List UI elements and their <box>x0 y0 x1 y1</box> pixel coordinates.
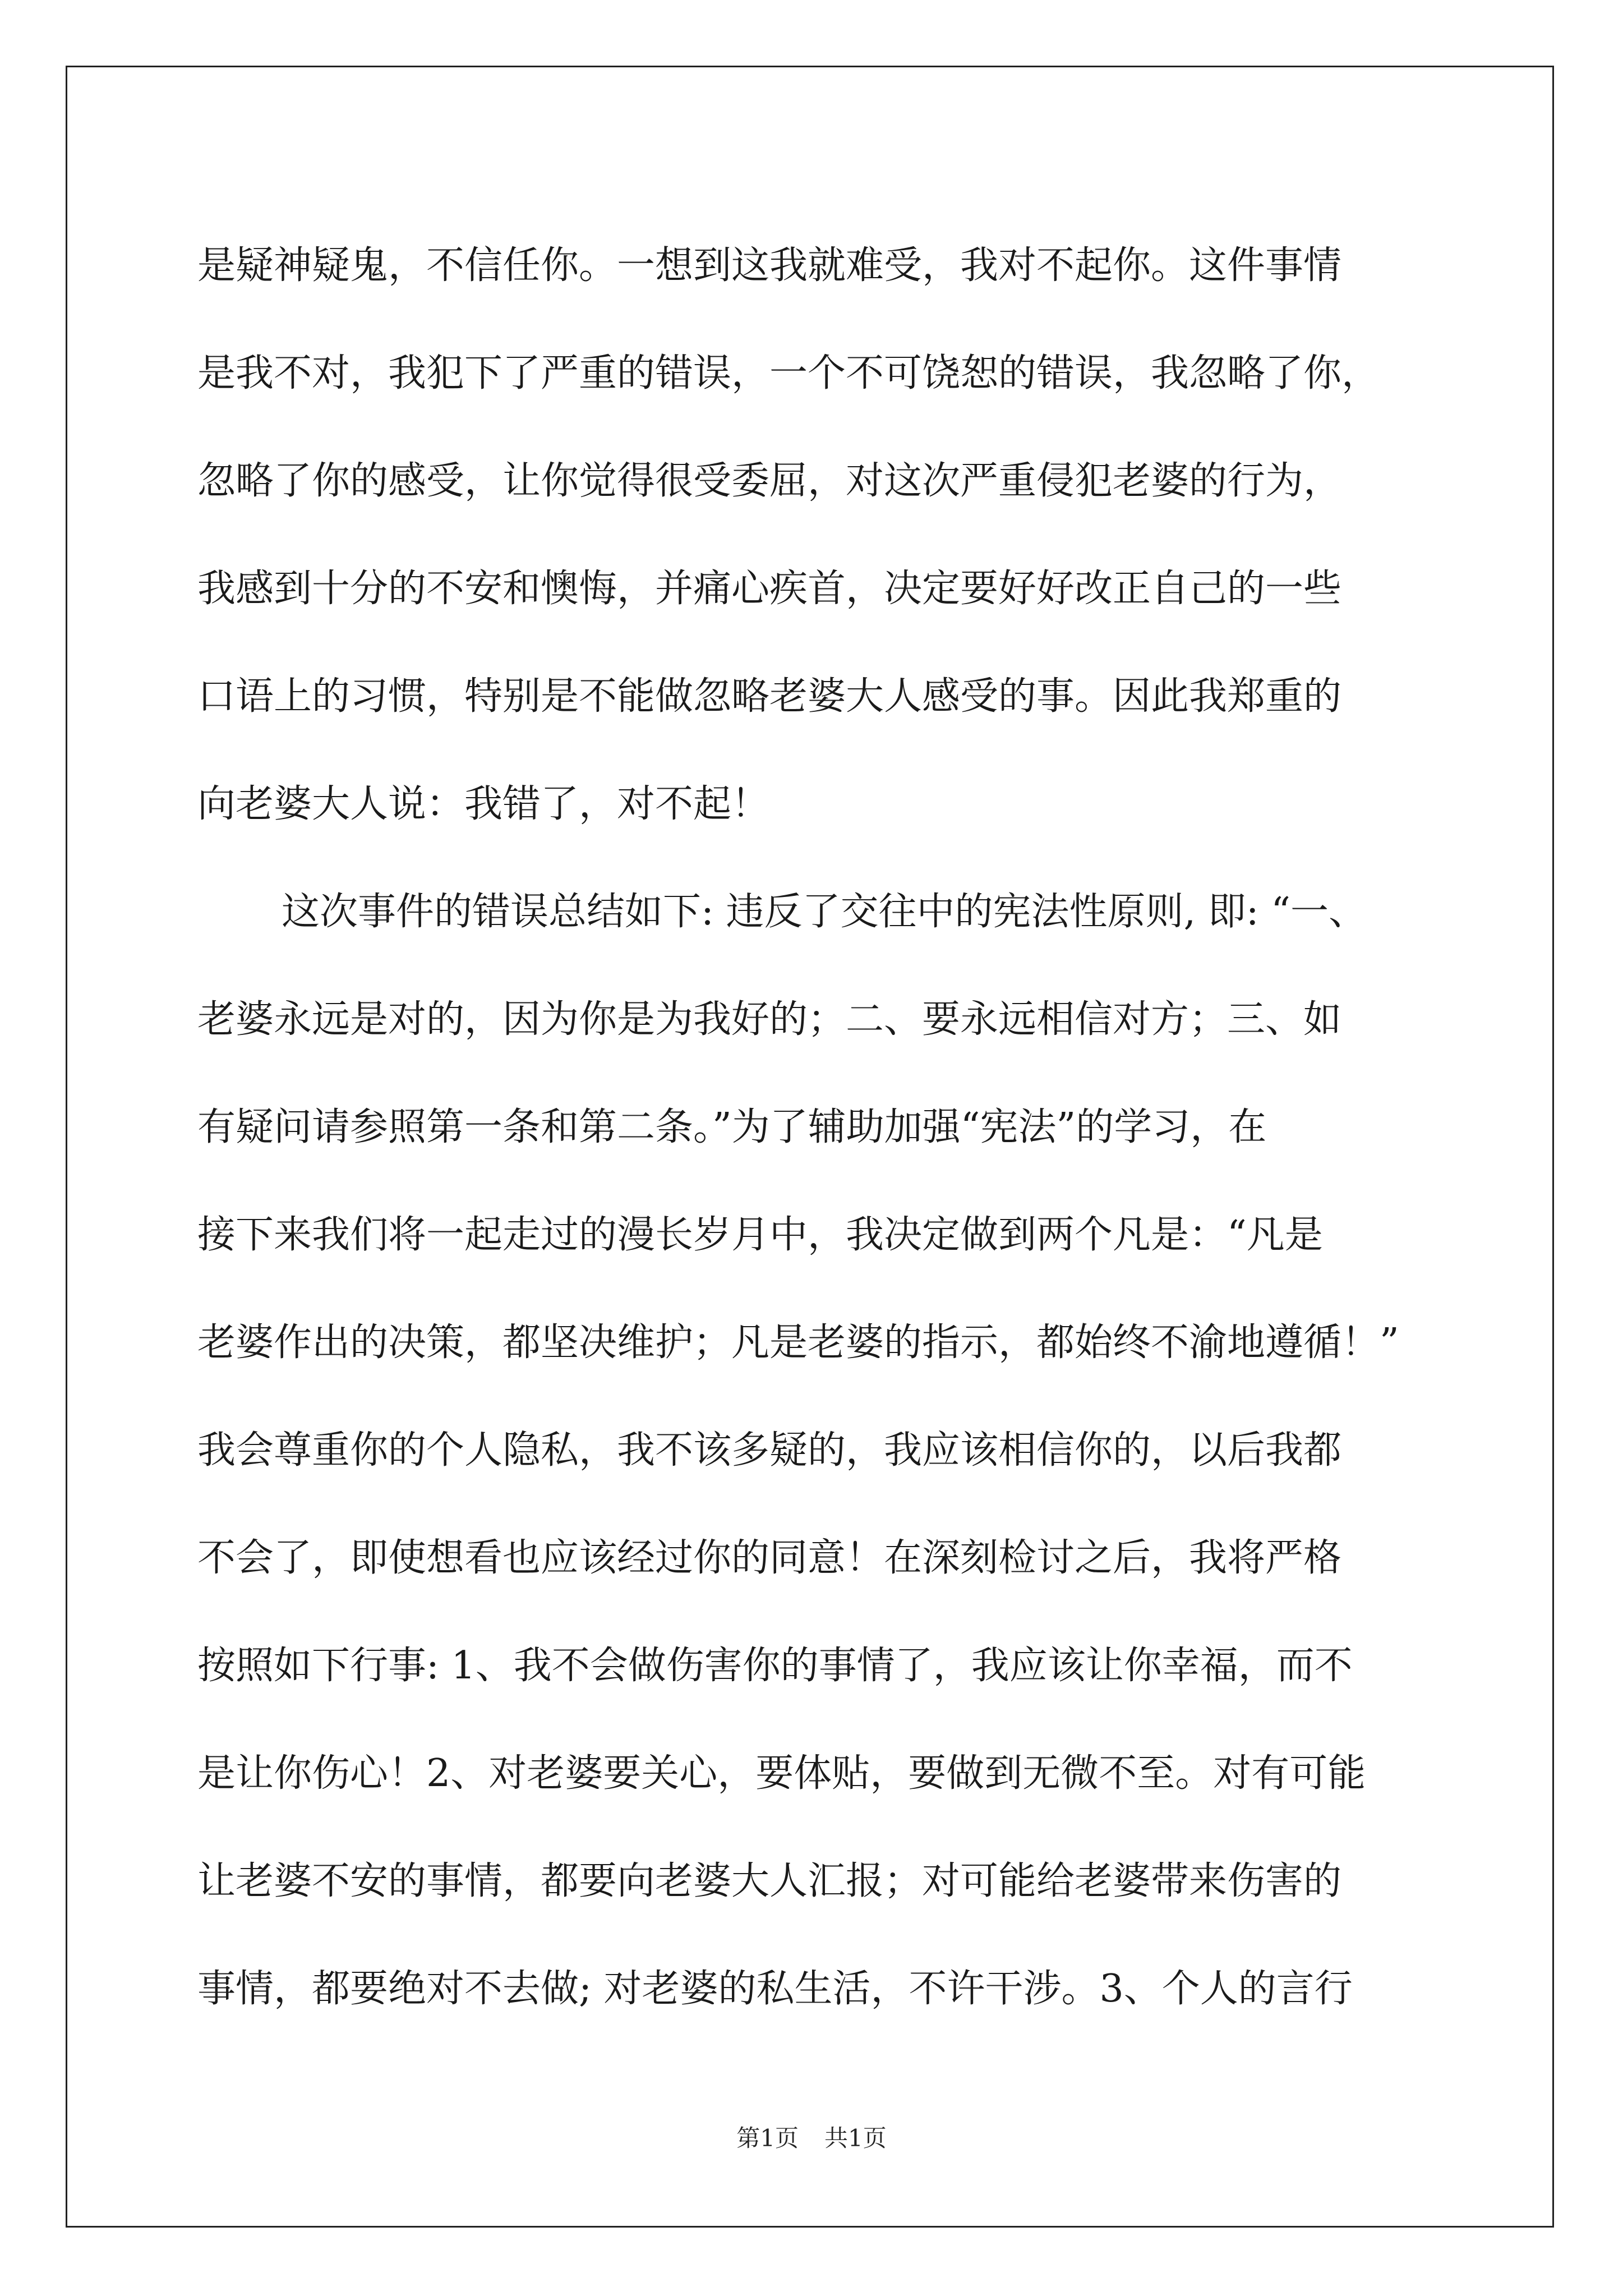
text-line: 我感到十分的不安和懊悔，并痛心疾首，决定要好好改正自己的一些 <box>197 567 1342 611</box>
text-line: 有疑问请参照第一条和第二条。”为了辅助加强“宪法”的学习，在 <box>197 1105 1267 1149</box>
text-line: 口语上的习惯，特别是不能做忽略老婆大人感受的事。因此我郑重的 <box>197 674 1342 719</box>
paragraph-first-line: 这次事件的错误总结如下: 违反了交往中的宪法性原则, 即: “一、 <box>282 890 1367 934</box>
text-line: 忽略了你的感受，让你觉得很受委屈，对这次严重侵犯老婆的行为， <box>197 459 1342 503</box>
document-body <box>197 212 1431 2043</box>
page-total: 共1页 <box>824 2124 887 2152</box>
text-line: 让老婆不安的事情，都要向老婆大人汇报；对可能给老婆带来伤害的 <box>197 1859 1342 1903</box>
text-line: 老婆永远是对的，因为你是为我好的；二、要永远相信对方；三、如 <box>197 997 1342 1042</box>
text-line: 我会尊重你的个人隐私，我不该多疑的，我应该相信你的，以后我都 <box>197 1428 1342 1473</box>
text-line: 老婆作出的决策，都坚决维护；凡是老婆的指示，都始终不渝地遵循！” <box>197 1320 1399 1365</box>
page-footer <box>0 2122 1623 2155</box>
text-line: 接下来我们将一起走过的漫长岁月中，我决定做到两个凡是：“凡是 <box>197 1213 1323 1257</box>
page-number: 第1页 <box>736 2124 799 2152</box>
text-line: 是我不对，我犯下了严重的错误，一个不可饶恕的错误，我忽略了你， <box>197 351 1380 395</box>
text-line: 是让你伤心！2、对老婆要关心，要体贴，要做到无微不至。对有可能 <box>197 1751 1366 1796</box>
text-line: 向老婆大人说：我错了，对不起！ <box>197 782 770 826</box>
text-line: 按照如下行事: 1、我不会做伤害你的事情了，我应该让你幸福，而不 <box>197 1644 1353 1688</box>
text-line: 事情，都要绝对不去做; 对老婆的私生活，不许干涉。3、个人的言行 <box>197 1967 1353 2011</box>
text-line: 是疑神疑鬼，不信任你。一想到这我就难受，我对不起你。这件事情 <box>197 243 1342 288</box>
text-line: 不会了，即使想看也应该经过你的同意！在深刻检讨之后，我将严格 <box>197 1536 1342 1580</box>
